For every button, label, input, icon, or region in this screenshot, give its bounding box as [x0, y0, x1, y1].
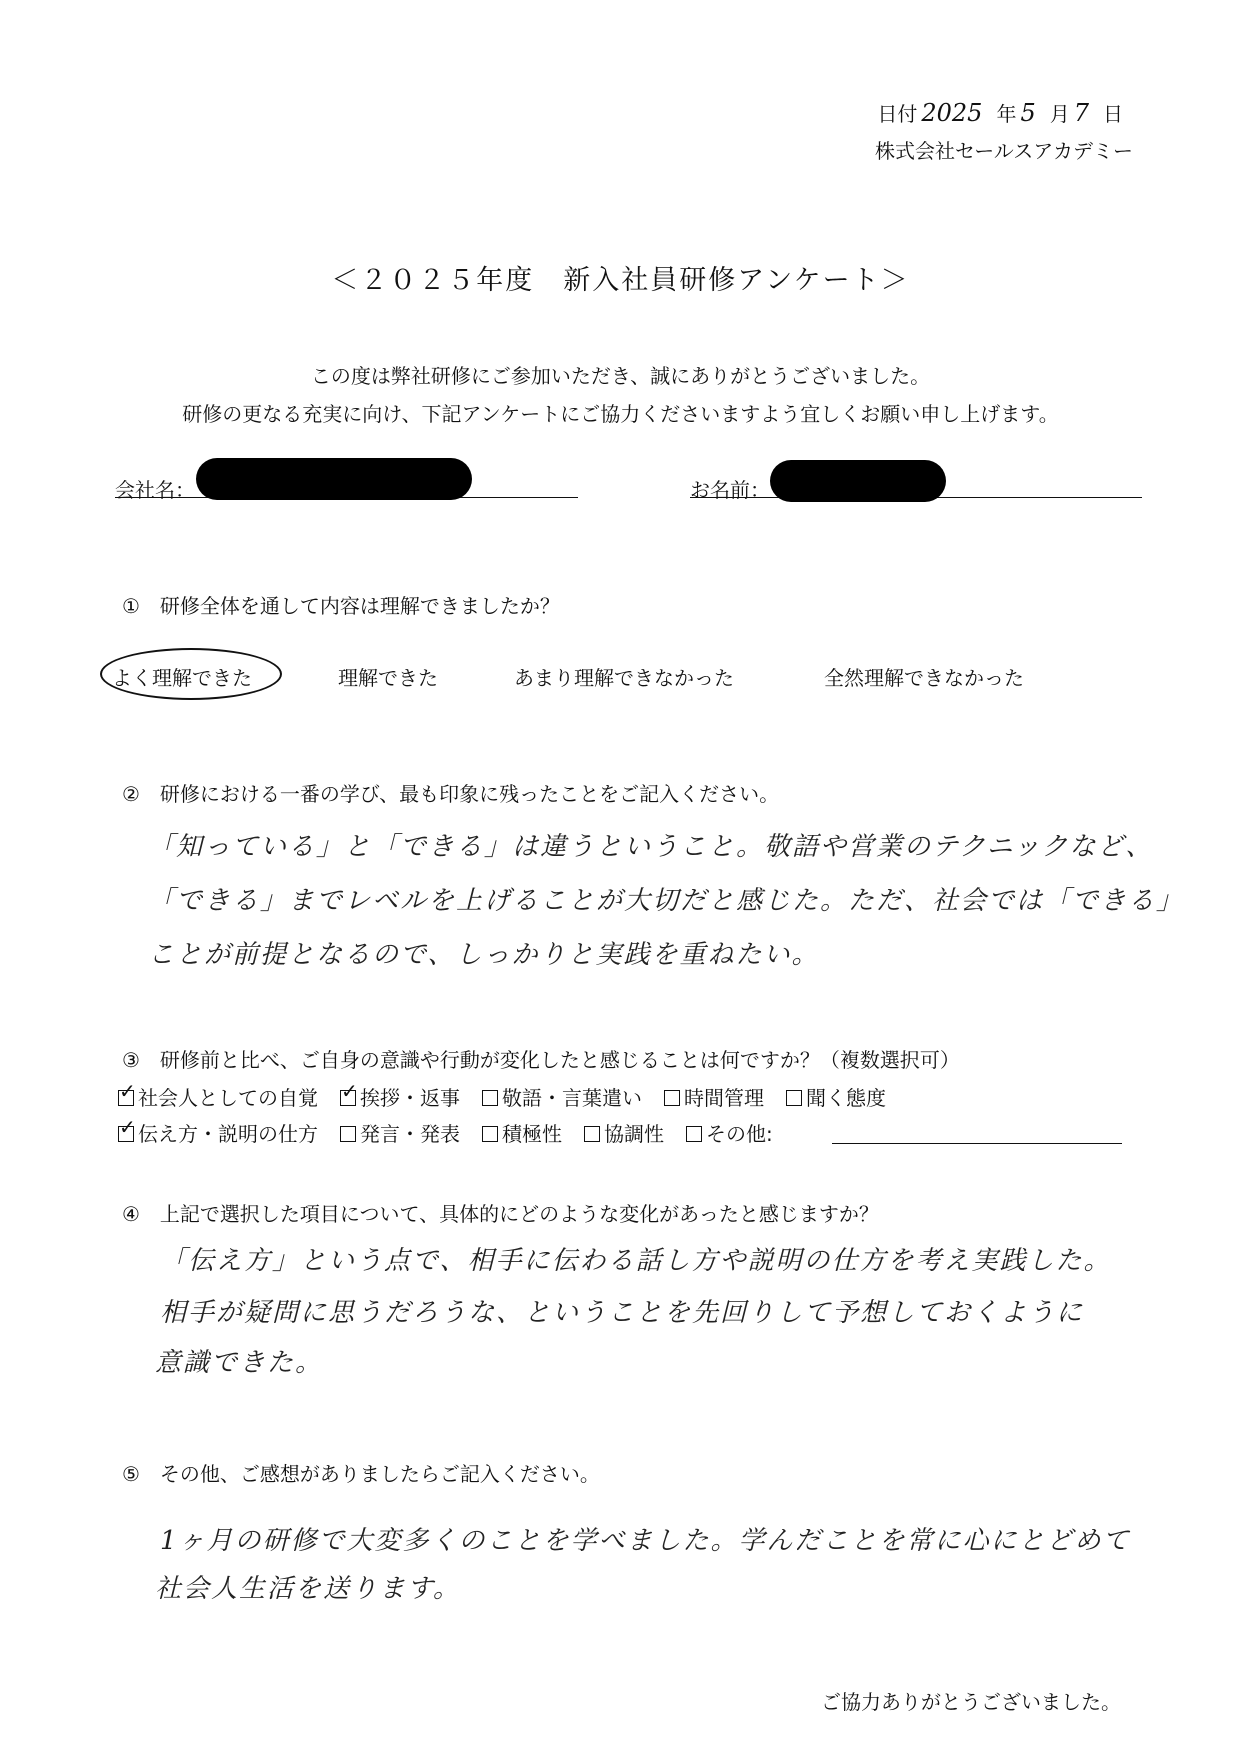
checkbox-icon[interactable]	[584, 1126, 600, 1142]
q4-answer-line-3: 意識できた。	[155, 1348, 324, 1378]
q3-item-listening[interactable]: 聞く態度	[786, 1086, 886, 1110]
q3-item-explaining[interactable]: ✓伝え方・説明の仕方	[118, 1122, 318, 1146]
intro-line-1: この度は弊社研修にご参加いただき、誠にありがとうございました。	[310, 364, 931, 388]
checkbox-icon[interactable]	[786, 1090, 802, 1106]
question-5: ⑤ その他、ご感想がありましたらご記入ください。	[122, 1462, 600, 1486]
date-year: 2025	[921, 99, 983, 127]
checkbox-icon[interactable]	[340, 1126, 356, 1142]
q5-answer-line-2: 社会人生活を送ります。	[155, 1574, 461, 1604]
q2-answer-line-2: 「できる」までレベルを上げることが大切だと感じた。ただ、社会では「できる」	[148, 886, 1185, 916]
checkbox-checked-icon[interactable]	[118, 1126, 134, 1142]
other-underline	[832, 1143, 1122, 1144]
checkbox-checked-icon[interactable]	[340, 1090, 356, 1106]
issuer-company: 株式会社セールスアカデミー	[875, 139, 1133, 163]
q2-answer-line-1: 「知っている」と「できる」は違うということ。敬語や営業のテクニックなど、	[148, 832, 1154, 862]
name-redaction	[770, 460, 946, 502]
q4-answer-line-2: 相手が疑問に思うだろうな、ということを先回りして予想しておくように	[160, 1298, 1085, 1328]
q3-item-speaking[interactable]: 発言・発表	[340, 1122, 460, 1146]
q3-item-other[interactable]: その他:	[686, 1122, 773, 1146]
question-3: ③ 研修前と比べ、ご自身の意識や行動が変化したと感じることは何ですか？（複数選択可）	[122, 1048, 960, 1072]
page-title: ＜２０２５年度 新入社員研修アンケート＞	[331, 265, 910, 296]
checkbox-checked-icon[interactable]	[118, 1090, 134, 1106]
q3-item-cooperation[interactable]: 協調性	[584, 1122, 664, 1146]
company-redaction	[196, 458, 472, 500]
date-label: 日付	[877, 102, 918, 126]
survey-date	[877, 98, 1123, 127]
q3-item-honorifics[interactable]: 敬語・言葉遣い	[482, 1086, 642, 1110]
q2-answer-line-3: ことが前提となるので、しっかりと実践を重ねたい。	[148, 940, 820, 970]
intro-line-2: 研修の更なる充実に向け、下記アンケートにご協力くださいますよう宜しくお願い申し上げます。	[182, 402, 1059, 426]
thank-you-footer: ご協力ありがとうございました。	[821, 1690, 1121, 1714]
question-2: ② 研修における一番の学び、最も印象に残ったことをご記入ください。	[122, 782, 780, 806]
q1-option-3: あまり理解できなかった	[514, 666, 734, 690]
q1-option-4: 全然理解できなかった	[824, 666, 1024, 690]
q3-row-1	[118, 1082, 908, 1111]
q3-item-greeting[interactable]: ✓ 挨拶・返事	[340, 1086, 460, 1110]
checkbox-icon[interactable]	[482, 1090, 498, 1106]
question-1: ① 研修全体を通して内容は理解できましたか？	[122, 594, 560, 618]
q3-item-self-awareness[interactable]: ✓社会人としての自覚	[118, 1086, 318, 1110]
year-label: 年	[996, 102, 1017, 126]
q5-answer-line-1: 1ヶ月の研修で大変多くのことを学べました。学んだことを常に心にとどめて	[160, 1526, 1131, 1556]
day-label: 日	[1103, 102, 1123, 126]
name-label: お名前：	[690, 478, 770, 502]
date-day: 7	[1073, 99, 1089, 127]
q1-option-1: よく理解できた	[112, 666, 252, 690]
checkbox-icon[interactable]	[686, 1126, 702, 1142]
q4-answer-line-1: 「伝え方」という点で、相手に伝わる話し方や説明の仕方を考え実践した。	[160, 1246, 1112, 1276]
q3-item-time-management[interactable]: 時間管理	[664, 1086, 764, 1110]
date-month: 5	[1020, 99, 1036, 127]
checkbox-icon[interactable]	[482, 1126, 498, 1142]
company-label: 会社名：	[115, 478, 195, 502]
q3-item-proactiveness[interactable]: 積極性	[482, 1122, 562, 1146]
q3-row-2	[118, 1118, 773, 1147]
checkbox-icon[interactable]	[664, 1090, 680, 1106]
question-4: ④ 上記で選択した項目について、具体的にどのような変化があったと感じますか？	[122, 1202, 879, 1226]
q1-option-2: 理解できた	[338, 666, 438, 690]
month-label: 月	[1049, 102, 1070, 126]
